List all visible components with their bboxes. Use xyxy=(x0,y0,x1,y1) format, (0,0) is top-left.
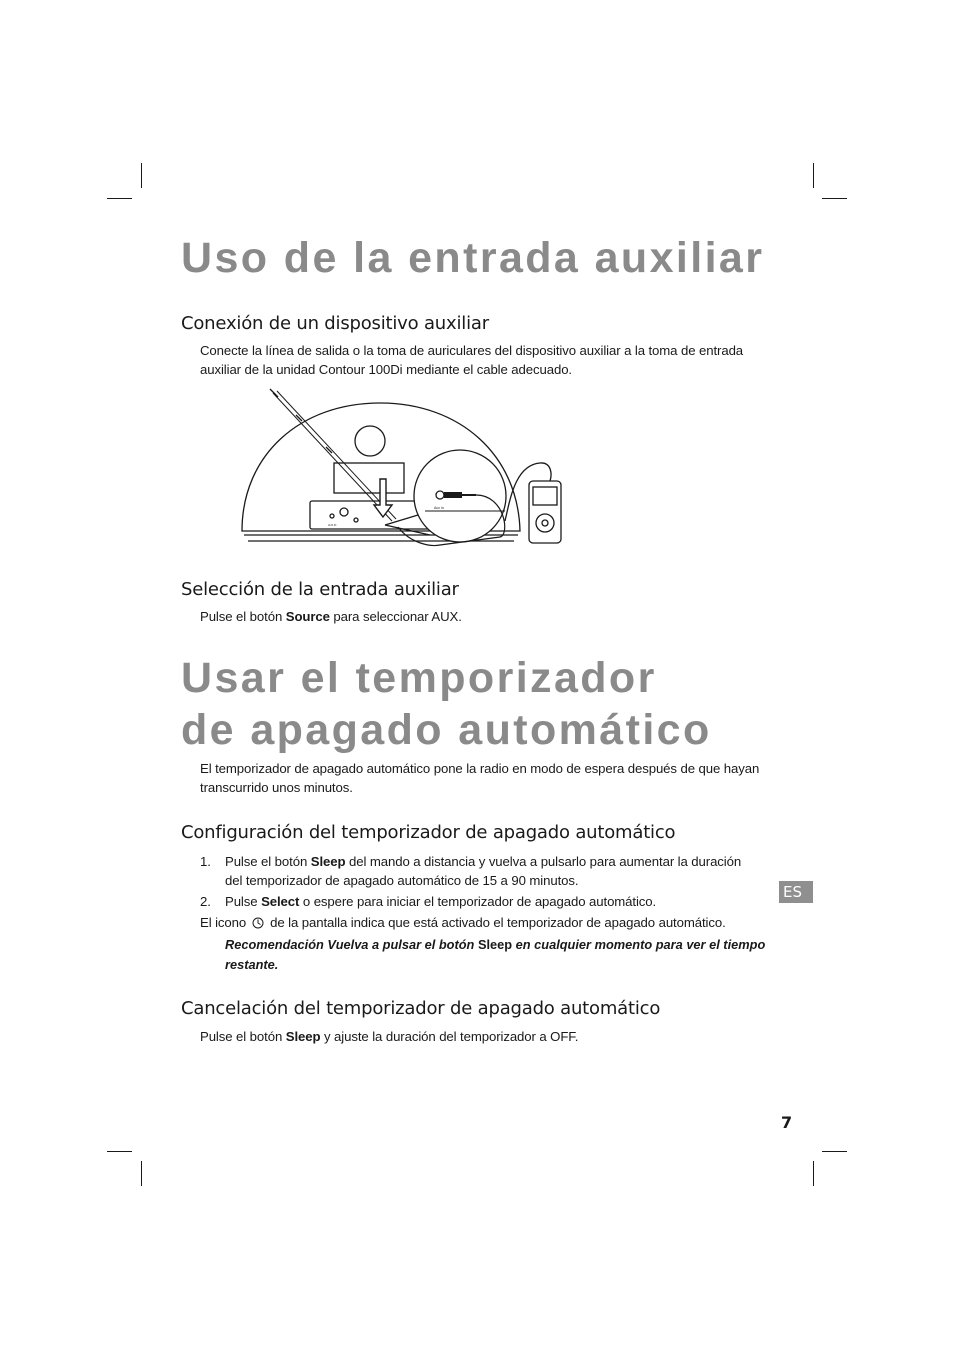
tip-line1 xyxy=(225,935,765,955)
text: Pulse el botón xyxy=(200,1029,286,1044)
tip-line2: restante. xyxy=(225,957,279,972)
source-label: Source xyxy=(285,609,330,624)
dock-circle xyxy=(355,426,385,456)
crop-mark xyxy=(107,1151,132,1152)
step-number: 2. xyxy=(200,894,211,909)
crop-mark xyxy=(813,163,814,188)
paragraph-select-aux xyxy=(200,607,462,627)
crop-mark xyxy=(822,1151,847,1152)
text: o espere para iniciar el temporizador de apagado automático. xyxy=(299,894,657,909)
media-player xyxy=(529,481,561,543)
sleep-label: Sleep xyxy=(285,1029,321,1044)
crop-mark xyxy=(813,1161,814,1186)
radio-display xyxy=(334,463,404,493)
text: para seleccionar AUX. xyxy=(329,609,462,624)
crop-mark xyxy=(107,198,132,199)
paragraph-cancel-sleep xyxy=(200,1027,578,1047)
section-title-aux: Uso de la entrada auxiliar xyxy=(181,234,765,282)
text: del mando a distancia y vuelva a pulsarlo para aumentar la duración xyxy=(345,854,742,869)
antenna xyxy=(273,393,392,521)
step-text: del temporizador de apagado automático de 15 a 90 minutos. xyxy=(225,873,579,888)
paragraph-connect-line1: Conecte la línea de salida o la toma de auriculares del dispositivo auxiliar a la toma de entrada xyxy=(200,343,744,358)
step-text xyxy=(225,852,741,872)
language-tab: ES xyxy=(779,881,813,903)
text: Recomendación Vuelva a pulsar el botón xyxy=(225,937,478,952)
sleep-label: Sleep xyxy=(477,937,513,952)
crop-mark xyxy=(822,198,847,199)
text: Pulse el botón xyxy=(200,609,286,624)
crop-mark xyxy=(141,163,142,188)
heading-connect-device: Conexión de un dispositivo auxiliar xyxy=(181,313,489,334)
step-number: 1. xyxy=(200,854,211,869)
paragraph-connect-line2: auxiliar de la unidad Contour 100Di mediante el cable adecuado. xyxy=(200,362,572,377)
text: El icono xyxy=(200,915,247,930)
heading-configure-sleep: Configuración del temporizador de apagado automático xyxy=(181,822,676,843)
text: Pulse xyxy=(225,894,262,909)
step-text xyxy=(225,892,656,912)
sleep-label: Sleep xyxy=(310,854,346,869)
heading-cancel-sleep: Cancelación del temporizador de apagado automático xyxy=(181,998,661,1019)
text: Pulse el botón xyxy=(225,854,311,869)
paragraph-intro-line1: El temporizador de apagado automático pone la radio en modo de espera después de que hayan xyxy=(200,761,760,776)
section-title-sleep-line2: de apagado automático xyxy=(181,706,712,754)
paragraph-intro-line2: transcurrido unos minutos. xyxy=(200,780,353,795)
crop-mark xyxy=(141,1161,142,1186)
paragraph-icon-info xyxy=(200,913,726,933)
text: y ajuste la duración del temporizador a OFF. xyxy=(320,1029,579,1044)
zoom-label: Aux In xyxy=(434,506,444,510)
sleep-timer-icon xyxy=(252,917,264,929)
jack-label: AUX IN xyxy=(328,524,337,527)
page-number: 7 xyxy=(781,1113,793,1132)
text: en cualquier momento para ver el tiempo xyxy=(512,937,766,952)
section-title-sleep-line1: Usar el temporizador xyxy=(181,654,657,702)
text: de la pantalla indica que está activado el temporizador de apagado automático. xyxy=(270,915,726,930)
select-label: Select xyxy=(261,894,300,909)
heading-select-aux: Selección de la entrada auxiliar xyxy=(181,579,459,600)
aux-connection-illustration xyxy=(230,385,570,555)
